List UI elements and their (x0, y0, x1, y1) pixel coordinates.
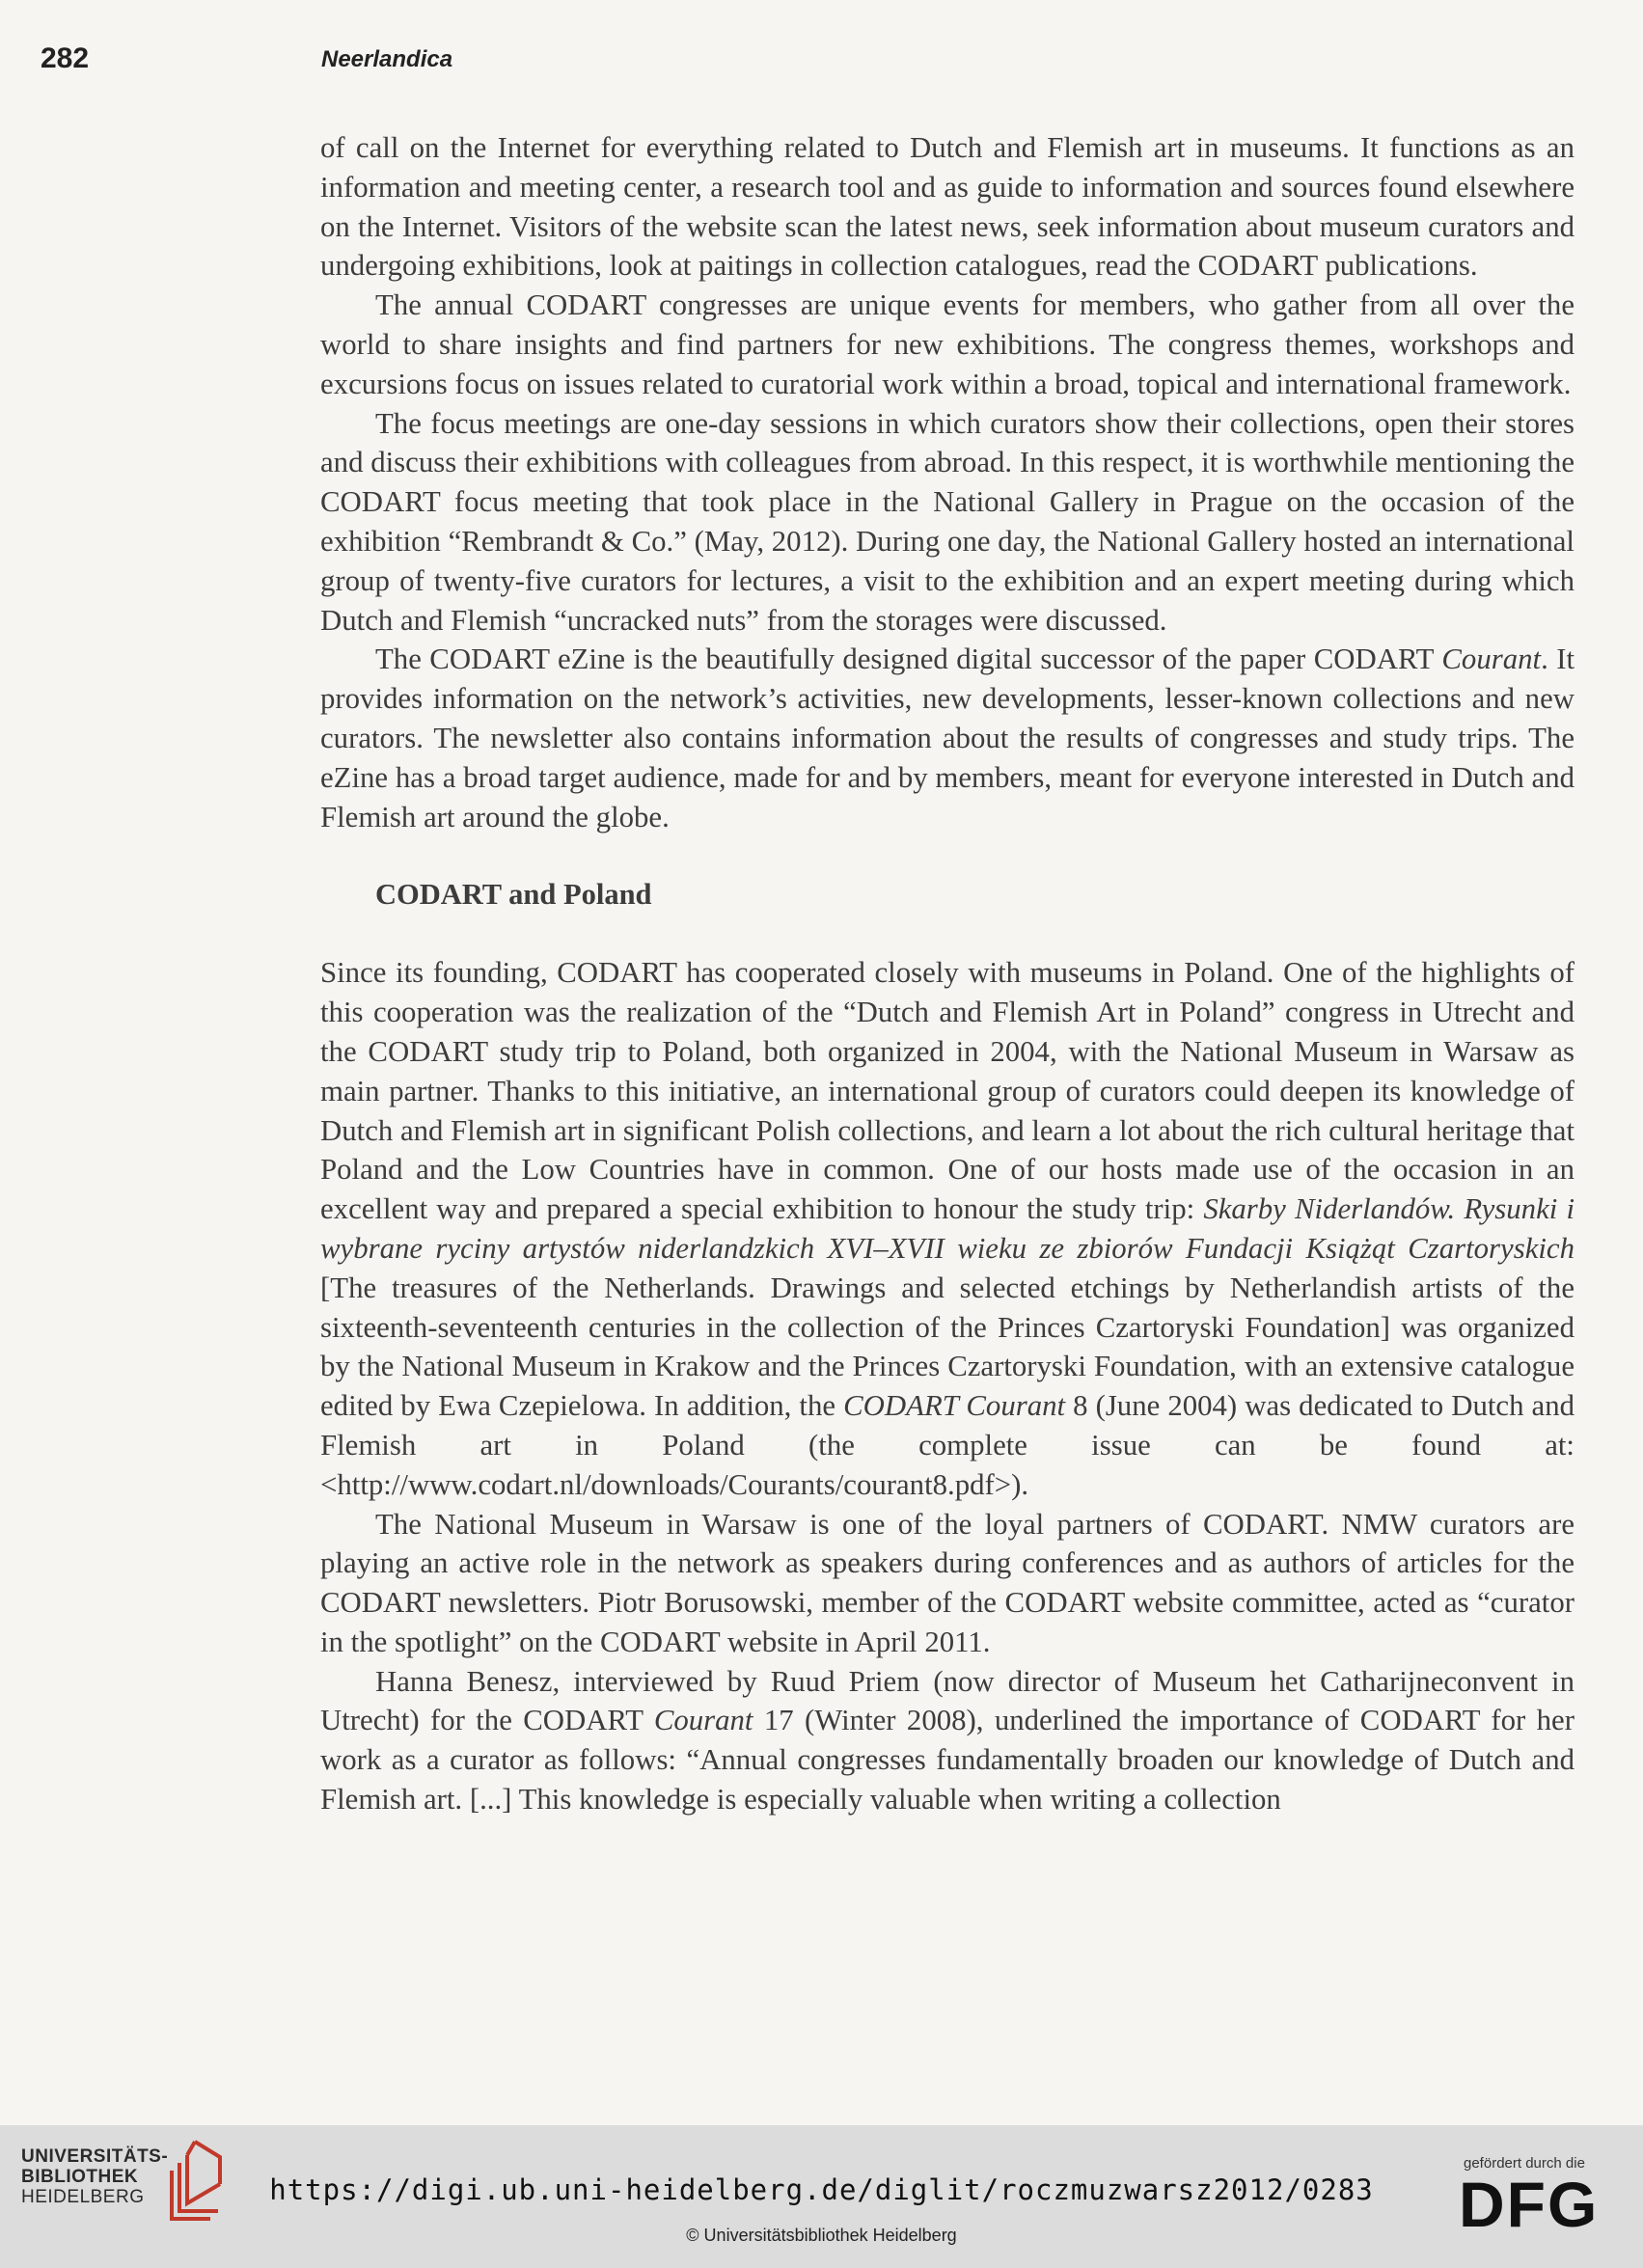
paragraph (320, 1662, 1575, 1819)
funding-caption: gefördert durch die (1464, 2155, 1585, 2172)
text-run: Hanna Benesz, interviewed by Ruud Priem (now director of Museum het Catharijneconvent in Utrecht) for the CODART (320, 1664, 1575, 1737)
running-head: Neerlandica (321, 46, 453, 72)
italic-title: Courant (1441, 642, 1542, 676)
paragraph: of call on the Internet for everything related to Dutch and Flemish art in museums. It functions as an information and meeting center, a research tool and as guide to information and sources found elsewhere on the Internet. Visitors of the website scan the latest news, seek information about museum curators and undergoing exhibitions, look at paitings in collection catalogues, read the CODART publications. (320, 131, 1575, 283)
library-name-line1: UNIVERSITÄTS- (21, 2146, 169, 2167)
italic-title: Skarby Niderlandów. Rysunki i wybrane ryciny artystów niderlandzkich XVI–XVII wieku ze zbiorów Fundacji Książąt Czartoryskich (320, 1192, 1575, 1265)
text-run: . It provides information on the network’s activities, new developments, lesser-known collections and new curators. The newsletter also contains information about the results of congresses and study trips. The eZine has a broad target audience, made for and by members, meant for everyone interested in Dutch and Flemish art around the globe. (320, 642, 1575, 833)
library-name-line3: HEIDELBERG (21, 2187, 145, 2207)
paragraph (320, 640, 1575, 836)
italic-title: CODART Courant (843, 1389, 1066, 1423)
text-run: 8 (June 2004) was dedicated to Dutch and Flemish art in Poland (the complete issue can be found at: <http://www.codart.nl/downloads/Courants/courant8.pdf>). (320, 1389, 1575, 1501)
page-number: 282 (41, 42, 90, 74)
text-run: Since its founding, CODART has cooperated closely with museums in Poland. One of the highlights of this cooperation was the realization of the “Dutch and Flemish Art in Poland” congress in Utrecht and the CODART study trip to Poland, both organized in 2004, with the National Museum in Warsaw as main partner. Thanks to this initiative, an international group of curators could deepen its knowledge of Dutch and Flemish art in significant Polish collections, and learn a lot about the rich cultural heritage that Poland and the Low Countries have in common. One of our hosts made use of the occasion in an excellent way and prepared a special exhibition to honour the study trip: (320, 956, 1575, 1226)
italic-title: Courant (653, 1704, 753, 1737)
library-name-line2: BIBLIOTHEK (21, 2167, 139, 2187)
text-run: The CODART eZine is the beautifully designed digital successor of the paper CODART (375, 642, 1442, 676)
text-run: 17 (Winter 2008), underlined the importance of CODART for her work as a curator as follows: “Annual congresses fundamentally broaden our knowledge of Dutch and Flemish art. [...] This knowledge is especially valuable when writing a collection (320, 1704, 1575, 1817)
section-heading: CODART and Poland (375, 878, 652, 912)
copyright-notice: © Universitätsbibliothek Heidelberg (686, 2226, 957, 2245)
source-url-link[interactable]: https://digi.ub.uni-heidelberg.de/diglit/roczmuzwarsz2012/0283 (269, 2173, 1374, 2206)
dfg-logo[interactable]: DFG (1459, 2169, 1600, 2240)
paragraph: The National Museum in Warsaw is one of the loyal partners of CODART. NMW curators are playing an active role in the network as speakers during conferences and as authors of articles for the CODART newsletters. Piotr Borusowski, member of the CODART website committee, acted as “curator in the spotlight” on the CODART website in April 2011. (320, 1507, 1575, 1658)
article-body (320, 128, 1575, 1819)
paragraph: The focus meetings are one-day sessions in which curators show their collections, open their stores and discuss their exhibitions with colleagues from abroad. In this respect, it is worthwhile mentioning the CODART focus meeting that took place in the National Gallery in Prague on the occasion of the exhibition “Rembrandt & Co.” (May, 2012). During one day, the National Gallery hosted an international group of twenty-five curators for lectures, a visit to the exhibition and an expert meeting during which Dutch and Flemish “uncracked nuts” from the storages were discussed. (320, 406, 1575, 637)
text-run: [The treasures of the Netherlands. Drawings and selected etchings by Netherlandish artists of the sixteenth-seventeenth centuries in the collection of the Princes Czartoryski Foundation] was organized by the National Museum in Krakow and the Princes Czartoryski Foundation, with an extensive catalogue edited by Ewa Czepielowa. In addition, the (320, 1271, 1575, 1423)
paragraph (320, 953, 1575, 1504)
paragraph: The annual CODART congresses are unique events for members, who gather from all over the world to share insights and find partners for new exhibitions. The congress themes, workshops and excursions focus on issues related to curatorial work within a broad, topical and international framework. (320, 288, 1575, 400)
